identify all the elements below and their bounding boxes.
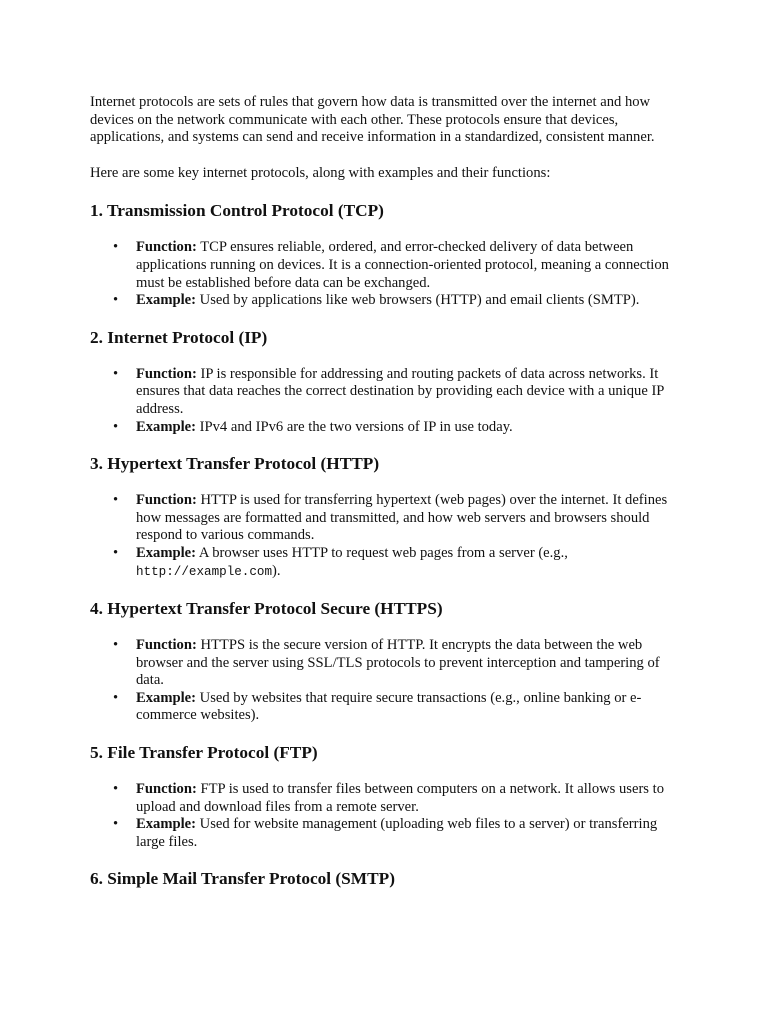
function-label: Function: <box>136 781 197 798</box>
list-item <box>113 239 682 292</box>
example-url: http://example.com <box>136 564 273 579</box>
list-item <box>113 492 682 545</box>
lead-paragraph: Here are some key internet protocols, along with examples and their functions: <box>90 164 551 181</box>
bullet-icon: • <box>113 689 119 706</box>
example-label: Example: <box>136 689 196 706</box>
bullet-icon: • <box>113 239 119 256</box>
bullet-icon: • <box>113 418 119 435</box>
example-label: Example: <box>136 292 196 309</box>
section-heading-ftp: 5. File Transfer Protocol (FTP) <box>90 743 318 763</box>
list-item <box>113 689 682 725</box>
function-text: FTP is used to transfer files between computers on a network. It allows users to upload and download files from a remote server. <box>136 781 664 815</box>
example-text: Used by websites that require secure transactions (e.g., online banking or e-commerce websites). <box>136 689 642 724</box>
function-text: HTTPS is the secure version of HTTP. It encrypts the data between the web browser and the server using SSL/TLS protocols to prevent interception and tampering of data. <box>136 637 660 689</box>
function-label: Function: <box>136 239 197 256</box>
section-heading-tcp: 1. Transmission Control Protocol (TCP) <box>90 201 384 221</box>
bullet-icon: • <box>113 816 119 833</box>
list-item <box>113 544 682 581</box>
ftp-list <box>90 781 682 851</box>
intro-paragraph: Internet protocols are sets of rules that govern how data is transmitted over the internet and how devices on the network communicate with each other. These protocols ensure that devices, applications, and systems can send and receive information in a standardized, consistent manner. <box>90 94 655 146</box>
bullet-icon: • <box>113 292 119 309</box>
document-page <box>90 94 682 907</box>
section-heading-smtp: 6. Simple Mail Transfer Protocol (SMTP) <box>90 869 395 889</box>
function-label: Function: <box>136 365 197 382</box>
example-text: Used by applications like web browsers (HTTP) and email clients (SMTP). <box>199 292 640 309</box>
bullet-icon: • <box>113 637 119 654</box>
list-item <box>113 637 682 690</box>
example-text: A browser uses HTTP to request web pages from a server (e.g., <box>198 544 568 561</box>
example-text: Used for website management (uploading web files to a server) or transferring large files. <box>136 816 658 850</box>
bullet-icon: • <box>113 492 119 509</box>
function-text: TCP ensures reliable, ordered, and error-checked delivery of data between applications running on devices. It is a connection-oriented protocol, meaning a connection must be established before data can be exchanged. <box>136 239 669 291</box>
list-item <box>113 816 682 851</box>
function-text: HTTP is used for transferring hypertext (web pages) over the internet. It defines how messages are formatted and transmitted, and how web servers and browsers should respond to various commands. <box>136 492 668 544</box>
http-list <box>90 492 682 581</box>
bullet-icon: • <box>113 544 119 561</box>
section-heading-https: 4. Hypertext Transfer Protocol Secure (HTTPS) <box>90 599 443 619</box>
bullet-icon: • <box>113 365 119 382</box>
section-heading-http: 3. Hypertext Transfer Protocol (HTTP) <box>90 454 380 474</box>
https-list <box>90 637 682 725</box>
section-heading-ip: 2. Internet Protocol (IP) <box>90 327 268 347</box>
example-text: IPv4 and IPv6 are the two versions of IP in use today. <box>199 418 513 435</box>
tcp-list <box>90 239 682 309</box>
ip-list <box>90 366 682 436</box>
example-label: Example: <box>136 418 196 435</box>
example-label: Example: <box>136 816 196 833</box>
function-label: Function: <box>136 492 197 509</box>
list-item <box>113 418 682 437</box>
example-label: Example: <box>136 544 196 561</box>
list-item <box>113 781 682 816</box>
function-label: Function: <box>136 637 197 654</box>
bullet-icon: • <box>113 781 119 798</box>
function-text: IP is responsible for addressing and routing packets of data across networks. It ensures that data reaches the correct destination by providing each device with a unique IP address. <box>136 365 664 417</box>
example-text-end: ). <box>272 562 281 579</box>
list-item <box>113 365 682 419</box>
list-item <box>113 292 682 310</box>
